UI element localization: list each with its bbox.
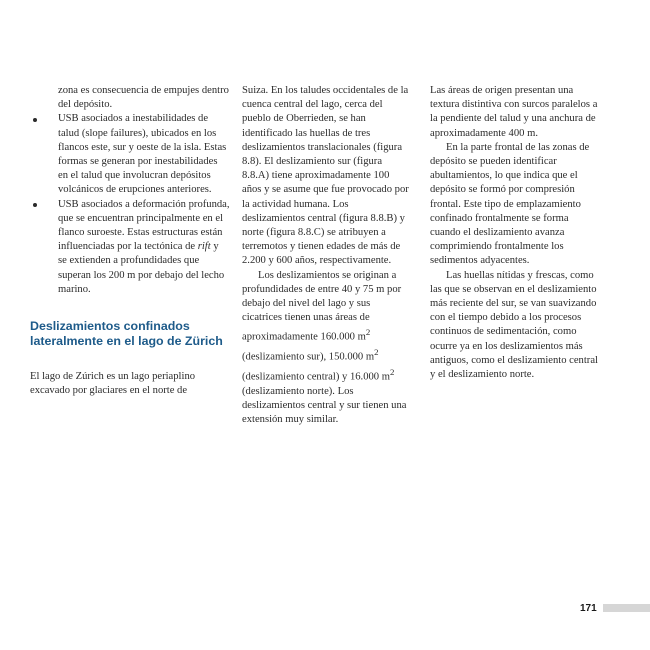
section-heading: Deslizamientos confinados lateralmente en el lago de Zürich [30,319,223,349]
column-right [430,84,598,382]
superscript: 2 [374,347,379,358]
list-item [30,198,230,297]
superscript: 2 [389,366,395,377]
body-paragraph: Las áreas de origen presentan una textura distintiva con surcos paralelos a la pendiente del talud y una anchura de aproximadamente 400 m. [430,85,598,139]
body-paragraph: Las huellas nítidas y frescas, como las que se observan en el deslizamiento más reciente del sur, se van suavizando con el tiempo debido a los procesos continuos de sedimentación, como ocurre ya en los deslizamientos más antiguos, como el deslizamiento central y el deslizamiento norte. [430,269,598,381]
footer-bar [603,604,650,612]
list-item-text: USB asociados a inestabilidades de talud (slope failures), ubicados en los flancos este, sur y oeste de la isla. Estas formas se generan por inestabilidades en el talud que involucran depósitos volcánicos de erupciones anteriores. [58,113,227,196]
list-item-text-post: y se extienden a profundidades que superan los 200 m por debajo del lecho marino. [58,241,225,295]
text-run: Los deslizamientos se originan a profundidades de entre 40 y 75 m por debajo del nivel del lago y sus cicatrices tienen unas áreas de aproximadamente 160.000 m [242,269,402,343]
body-paragraph [242,269,410,428]
text-run: (deslizamiento central) y 16.000 m [242,371,390,383]
body-paragraph: En la parte frontal de las zonas de depósito se pueden identificar abultamientos, lo que indica que el depósito se formó por compresión frontal. Este tipo de emplazamiento confinado frontalmente se forma cuando el deslizamiento avanza comprimiendo frontalmente los sedimentos adyacentes. [430,141,590,267]
page-number: 171 [580,603,597,614]
text-run: (deslizamiento norte). Los deslizamientos central y sur tienen una extensión muy similar. [242,385,407,426]
body-paragraph: Suiza. En los taludes occidentales de la cuenca central del lago, cerca del pueblo de Oberrieden, se han identificado las huellas de tres deslizamientos translacionales (figura 8.8). El deslizamiento sur (figura 8.8.A) tiene aproximadamente 100 años y se asume que fue provocado por la actividad humana. Los deslizamientos central (figura 8.8.B) y norte (figura 8.8.C) se atribuyen a terremotos y tienen edades de más de 2.200 y 600 años, respectivamente. [242,85,409,267]
list-item-text-pre: USB asociados a deformación profunda, que se encuentran principalmente en el flanco suroeste. Estas estructuras están influenciadas por la tectónica de [58,198,230,253]
list-item-text-emphasis: rift [197,241,211,253]
list-continuation: zona es consecuencia de empujes dentro del depósito. [58,85,229,111]
body-paragraph: El lago de Zúrich es un lago periaplino excavado por glaciares en el norte de [30,371,196,397]
column-middle [242,84,410,427]
column-left [30,84,230,398]
text-run: (deslizamiento sur), 150.000 m [242,351,375,363]
superscript: 2 [365,327,371,338]
list-item [30,112,230,197]
